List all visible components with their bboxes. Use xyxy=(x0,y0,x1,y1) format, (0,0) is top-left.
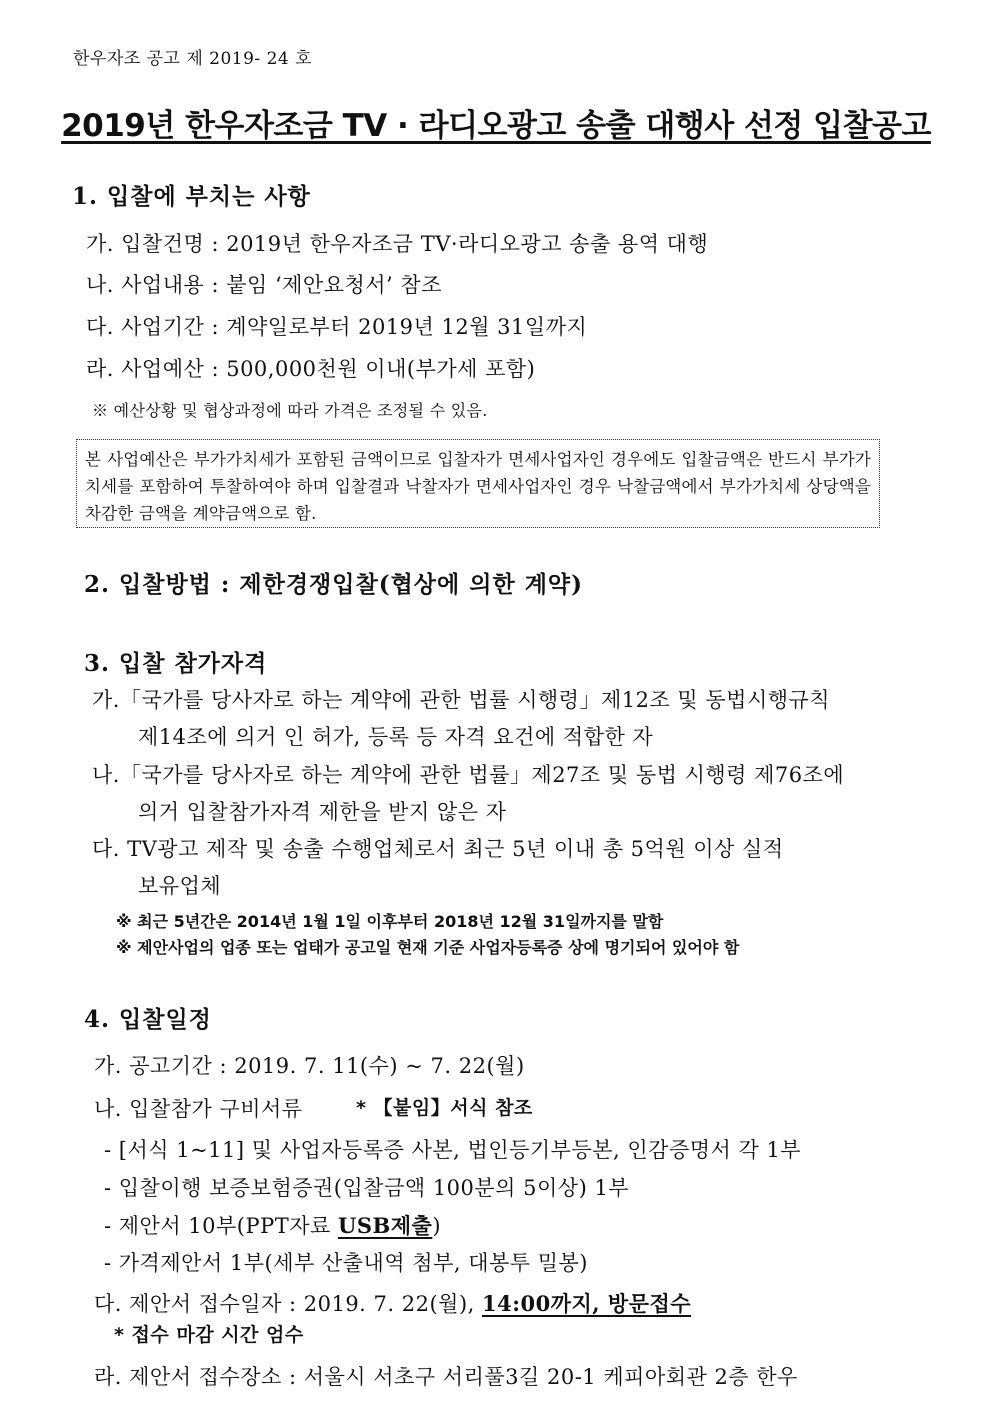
bid-doc-item-proposal xyxy=(104,1210,441,1240)
qualification-line: 다. TV광고 제작 및 송출 수행업체로서 최근 5년 이내 총 5억원 이상 실적 xyxy=(92,837,784,861)
section-heading-3: 3. 입찰 참가자격 xyxy=(84,650,268,677)
qualification-line: 나.「국가를 당사자로 하는 계약에 관한 법률」제27조 및 동법 시행령 제76조에 xyxy=(92,763,845,787)
budget-note: ※ 예산상황 및 협상과정에 따라 가격은 조정될 수 있음. xyxy=(92,401,488,420)
proposal-receipt-place: 라. 제안서 접수장소 : 서울시 서초구 서리풀3길 20-1 케피아회관 2층 한우 xyxy=(94,1365,798,1389)
bid-doc-item-price: - 가격제안서 1부(세부 산출내역 첨부, 대봉투 밀봉) xyxy=(104,1251,589,1275)
receipt-date-text: 다. 제안서 접수일자 : 2019. 7. 22(월), xyxy=(94,1292,482,1316)
qualification-line: 보유업체 xyxy=(138,874,222,898)
notice-number: 한우자조 공고 제 2019- 24 호 xyxy=(73,49,313,69)
section-heading-4: 4. 입찰일정 xyxy=(84,1006,212,1033)
item-bid-name: 가. 입찰건명 : 2019년 한우자조금 TV·라디오광고 송출 용역 대행 xyxy=(86,232,709,256)
qualification-note: ※ 제안사업의 업종 또는 업태가 공고일 현재 기준 사업자등록증 상에 명기되어 있어야 함 xyxy=(116,938,740,957)
proposal-receipt-date xyxy=(94,1288,691,1318)
bid-doc-item: - [서식 1~11] 및 사업자등록증 사본, 법인등기부등본, 인감증명서 각 1부 xyxy=(104,1138,802,1162)
bid-docs-label: 나. 입찰참가 구비서류 xyxy=(94,1097,303,1121)
qualification-note: ※ 최근 5년간은 2014년 1월 1일 이후부터 2018년 12월 31일까지를 말함 xyxy=(116,912,664,931)
budget-notice-box: 본 사업예산은 부가가치세가 포함된 금액이므로 입찰자가 면세사업자인 경우에도 입찰금액은 반드시 부가가치세를 포함하여 투찰하여야 하며 입찰결과 낙찰자가 면세사업자인 경우 낙찰금액에서 부가가치세 상당액을 차감한 금액을 계약금액으로 함. xyxy=(76,439,880,528)
proposal-text-end: ) xyxy=(432,1214,442,1238)
receipt-deadline: 14:00까지, 방문접수 xyxy=(482,1291,692,1316)
proposal-text: - 제안서 10부(PPT자료 xyxy=(104,1214,339,1238)
deadline-note: * 접수 마감 시간 엄수 xyxy=(114,1324,304,1346)
qualification-line: 제14조에 의거 인 허가, 등록 등 자격 요건에 적합한 자 xyxy=(138,725,654,749)
qualification-line: 의거 입찰참가자격 제한을 받지 않은 자 xyxy=(138,800,507,824)
item-business-content: 나. 사업내용 : 붙임 ‘제안요청서’ 참조 xyxy=(86,273,442,297)
bid-period: 가. 공고기간 : 2019. 7. 11(수) ~ 7. 22(월) xyxy=(94,1054,525,1078)
section-heading-2: 2. 입찰방법 : 제한경쟁입찰(협상에 의한 계약) xyxy=(84,571,584,598)
section-heading-1: 1. 입찰에 부치는 사항 xyxy=(72,183,311,210)
page-title: 2019년 한우자조금 TV · 라디오광고 송출 대행사 선정 입찰공고 xyxy=(61,108,931,144)
usb-submission: USB제출 xyxy=(338,1213,433,1238)
bid-docs-reference: * 【붙임】서식 참조 xyxy=(356,1097,533,1119)
item-business-budget: 라. 사업예산 : 500,000천원 이내(부가세 포함) xyxy=(86,357,536,381)
bid-doc-item: - 입찰이행 보증보험증권(입찰금액 100분의 5이상) 1부 xyxy=(104,1176,630,1200)
item-business-period: 다. 사업기간 : 계약일로부터 2019년 12월 31일까지 xyxy=(86,315,588,339)
qualification-line: 가.「국가를 당사자로 하는 계약에 관한 법률 시행령」제12조 및 동법시행규칙 xyxy=(92,688,831,712)
